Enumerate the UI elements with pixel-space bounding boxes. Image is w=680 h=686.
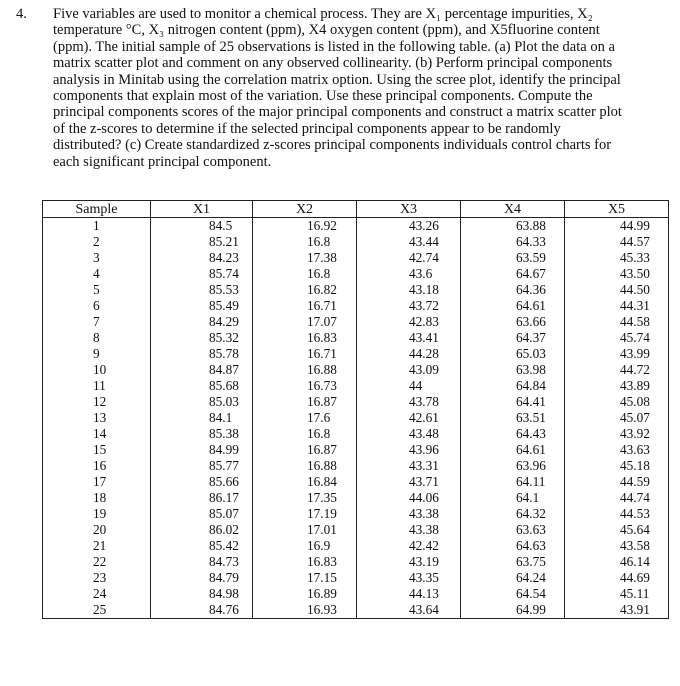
question-line: analysis in Minitab using the correlation matrix option. Using the scree plot, identify the principal bbox=[53, 71, 621, 88]
table-row bbox=[43, 378, 669, 394]
cell-sample: 7 bbox=[43, 314, 151, 330]
cell-x5: 45.33 bbox=[565, 250, 669, 266]
cell-x2: 17.07 bbox=[253, 314, 357, 330]
cell-x5: 43.50 bbox=[565, 266, 669, 282]
cell-x4: 64.33 bbox=[461, 234, 565, 250]
cell-x1: 84.99 bbox=[151, 442, 253, 458]
cell-x5: 44.72 bbox=[565, 362, 669, 378]
cell-sample: 6 bbox=[43, 298, 151, 314]
cell-x1: 85.78 bbox=[151, 346, 253, 362]
table-row bbox=[43, 506, 669, 522]
cell-x3: 44.28 bbox=[357, 346, 461, 362]
table-row bbox=[43, 570, 669, 586]
cell-x5: 45.18 bbox=[565, 458, 669, 474]
cell-x1: 85.38 bbox=[151, 426, 253, 442]
column-header-x3: X3 bbox=[357, 201, 461, 218]
cell-x5: 45.11 bbox=[565, 586, 669, 602]
cell-x3: 44.06 bbox=[357, 490, 461, 506]
table-row bbox=[43, 282, 669, 298]
cell-x4: 64.54 bbox=[461, 586, 565, 602]
cell-x5: 43.99 bbox=[565, 346, 669, 362]
cell-sample: 5 bbox=[43, 282, 151, 298]
question-line: distributed? (c) Create standardized z-scores principal components individuals control charts for bbox=[53, 137, 612, 154]
cell-x5: 43.92 bbox=[565, 426, 669, 442]
table-row bbox=[43, 394, 669, 410]
cell-x4: 63.98 bbox=[461, 362, 565, 378]
table-row bbox=[43, 362, 669, 378]
cell-sample: 20 bbox=[43, 522, 151, 538]
question-line: principal components scores of the major principal components and construct a matrix scatter plot bbox=[53, 104, 622, 121]
cell-sample: 14 bbox=[43, 426, 151, 442]
question-line: temperature °C, X₃ nitrogen content (ppm), X4 oxygen content (ppm), and X5fluorine content bbox=[53, 22, 600, 39]
cell-x5: 44.57 bbox=[565, 234, 669, 250]
table-row bbox=[43, 234, 669, 250]
cell-x3: 43.78 bbox=[357, 394, 461, 410]
table-body bbox=[43, 218, 669, 619]
cell-x1: 85.66 bbox=[151, 474, 253, 490]
cell-x4: 64.84 bbox=[461, 378, 565, 394]
cell-x3: 43.64 bbox=[357, 602, 461, 619]
cell-x5: 43.58 bbox=[565, 538, 669, 554]
cell-sample: 16 bbox=[43, 458, 151, 474]
cell-x5: 44.99 bbox=[565, 218, 669, 235]
cell-x3: 43.38 bbox=[357, 522, 461, 538]
cell-x3: 43.72 bbox=[357, 298, 461, 314]
cell-x2: 17.6 bbox=[253, 410, 357, 426]
cell-x2: 17.19 bbox=[253, 506, 357, 522]
cell-x1: 85.53 bbox=[151, 282, 253, 298]
cell-x4: 63.96 bbox=[461, 458, 565, 474]
cell-x1: 85.49 bbox=[151, 298, 253, 314]
question-line: components that explain most of the variation. Use these principal components. Compute the bbox=[53, 88, 593, 105]
question-text bbox=[53, 6, 675, 170]
cell-x2: 16.71 bbox=[253, 298, 357, 314]
cell-x3: 43.35 bbox=[357, 570, 461, 586]
cell-x2: 16.82 bbox=[253, 282, 357, 298]
table-header-row bbox=[43, 201, 669, 218]
cell-x2: 17.38 bbox=[253, 250, 357, 266]
cell-x4: 64.36 bbox=[461, 282, 565, 298]
cell-x4: 63.75 bbox=[461, 554, 565, 570]
column-header-sample: Sample bbox=[43, 201, 151, 218]
table-row bbox=[43, 298, 669, 314]
cell-x3: 43.48 bbox=[357, 426, 461, 442]
cell-x2: 17.15 bbox=[253, 570, 357, 586]
cell-x3: 43.09 bbox=[357, 362, 461, 378]
cell-x1: 84.73 bbox=[151, 554, 253, 570]
cell-x4: 63.51 bbox=[461, 410, 565, 426]
table-row bbox=[43, 442, 669, 458]
cell-sample: 2 bbox=[43, 234, 151, 250]
cell-x4: 65.03 bbox=[461, 346, 565, 362]
cell-x5: 46.14 bbox=[565, 554, 669, 570]
cell-sample: 21 bbox=[43, 538, 151, 554]
table-row bbox=[43, 410, 669, 426]
question-line: of the z-scores to determine if the selected principal components appear to be randomly bbox=[53, 120, 561, 137]
cell-x1: 86.17 bbox=[151, 490, 253, 506]
cell-x2: 16.88 bbox=[253, 458, 357, 474]
cell-x2: 16.84 bbox=[253, 474, 357, 490]
cell-x5: 44.74 bbox=[565, 490, 669, 506]
cell-x1: 84.29 bbox=[151, 314, 253, 330]
table-row bbox=[43, 458, 669, 474]
cell-x2: 16.87 bbox=[253, 442, 357, 458]
cell-x4: 63.66 bbox=[461, 314, 565, 330]
cell-x5: 44.69 bbox=[565, 570, 669, 586]
cell-sample: 17 bbox=[43, 474, 151, 490]
cell-x1: 85.42 bbox=[151, 538, 253, 554]
cell-x4: 64.43 bbox=[461, 426, 565, 442]
cell-x4: 64.1 bbox=[461, 490, 565, 506]
cell-x3: 43.18 bbox=[357, 282, 461, 298]
cell-x1: 84.98 bbox=[151, 586, 253, 602]
cell-x1: 86.02 bbox=[151, 522, 253, 538]
cell-x4: 64.37 bbox=[461, 330, 565, 346]
cell-x5: 44.53 bbox=[565, 506, 669, 522]
cell-x4: 63.59 bbox=[461, 250, 565, 266]
table-row bbox=[43, 218, 669, 235]
cell-x5: 45.74 bbox=[565, 330, 669, 346]
cell-x3: 43.41 bbox=[357, 330, 461, 346]
cell-sample: 25 bbox=[43, 602, 151, 619]
cell-x3: 44 bbox=[357, 378, 461, 394]
cell-x4: 64.32 bbox=[461, 506, 565, 522]
cell-sample: 13 bbox=[43, 410, 151, 426]
cell-x3: 42.42 bbox=[357, 538, 461, 554]
cell-x2: 16.88 bbox=[253, 362, 357, 378]
cell-x2: 17.01 bbox=[253, 522, 357, 538]
cell-x1: 84.5 bbox=[151, 218, 253, 235]
cell-x2: 16.89 bbox=[253, 586, 357, 602]
cell-x3: 43.38 bbox=[357, 506, 461, 522]
cell-x1: 85.03 bbox=[151, 394, 253, 410]
cell-x2: 17.35 bbox=[253, 490, 357, 506]
cell-sample: 18 bbox=[43, 490, 151, 506]
cell-x4: 64.63 bbox=[461, 538, 565, 554]
table-row bbox=[43, 250, 669, 266]
question-line: each significant principal component. bbox=[53, 153, 272, 170]
cell-x2: 16.8 bbox=[253, 266, 357, 282]
table-row bbox=[43, 522, 669, 538]
cell-x2: 16.83 bbox=[253, 554, 357, 570]
table-row bbox=[43, 266, 669, 282]
table-row bbox=[43, 346, 669, 362]
cell-sample: 24 bbox=[43, 586, 151, 602]
cell-x4: 63.63 bbox=[461, 522, 565, 538]
cell-x3: 43.6 bbox=[357, 266, 461, 282]
cell-x5: 45.08 bbox=[565, 394, 669, 410]
cell-x5: 44.50 bbox=[565, 282, 669, 298]
cell-x1: 85.07 bbox=[151, 506, 253, 522]
cell-x1: 85.74 bbox=[151, 266, 253, 282]
cell-x2: 16.73 bbox=[253, 378, 357, 394]
cell-x5: 44.59 bbox=[565, 474, 669, 490]
cell-x3: 43.26 bbox=[357, 218, 461, 235]
cell-x1: 84.79 bbox=[151, 570, 253, 586]
cell-x1: 84.23 bbox=[151, 250, 253, 266]
cell-x5: 45.07 bbox=[565, 410, 669, 426]
cell-x1: 85.68 bbox=[151, 378, 253, 394]
cell-sample: 3 bbox=[43, 250, 151, 266]
cell-x4: 63.88 bbox=[461, 218, 565, 235]
cell-x2: 16.87 bbox=[253, 394, 357, 410]
cell-x4: 64.41 bbox=[461, 394, 565, 410]
column-header-x2: X2 bbox=[253, 201, 357, 218]
table-row bbox=[43, 490, 669, 506]
cell-x3: 44.13 bbox=[357, 586, 461, 602]
cell-sample: 22 bbox=[43, 554, 151, 570]
table-row bbox=[43, 538, 669, 554]
cell-x5: 43.89 bbox=[565, 378, 669, 394]
cell-sample: 10 bbox=[43, 362, 151, 378]
cell-x3: 43.31 bbox=[357, 458, 461, 474]
cell-x3: 43.44 bbox=[357, 234, 461, 250]
column-header-x4: X4 bbox=[461, 201, 565, 218]
cell-x1: 84.76 bbox=[151, 602, 253, 619]
cell-x5: 43.63 bbox=[565, 442, 669, 458]
cell-x3: 43.71 bbox=[357, 474, 461, 490]
cell-x2: 16.93 bbox=[253, 602, 357, 619]
cell-x1: 84.87 bbox=[151, 362, 253, 378]
cell-x3: 42.61 bbox=[357, 410, 461, 426]
table-row bbox=[43, 314, 669, 330]
cell-x1: 84.1 bbox=[151, 410, 253, 426]
cell-x1: 85.32 bbox=[151, 330, 253, 346]
cell-x4: 64.67 bbox=[461, 266, 565, 282]
cell-x3: 43.96 bbox=[357, 442, 461, 458]
cell-x2: 16.8 bbox=[253, 234, 357, 250]
table-row bbox=[43, 474, 669, 490]
cell-x5: 44.31 bbox=[565, 298, 669, 314]
question-line: Five variables are used to monitor a chemical process. They are X₁ percentage impurities, X₂ bbox=[53, 6, 593, 22]
table-row bbox=[43, 554, 669, 570]
table-row bbox=[43, 330, 669, 346]
question-line: (ppm). The initial sample of 25 observations is listed in the following table. (a) Plot the data on a bbox=[53, 38, 615, 55]
cell-x3: 42.74 bbox=[357, 250, 461, 266]
cell-sample: 8 bbox=[43, 330, 151, 346]
cell-x2: 16.71 bbox=[253, 346, 357, 362]
question-number: 4. bbox=[16, 6, 27, 22]
cell-x5: 45.64 bbox=[565, 522, 669, 538]
column-header-x5: X5 bbox=[565, 201, 669, 218]
cell-x5: 44.58 bbox=[565, 314, 669, 330]
cell-x2: 16.92 bbox=[253, 218, 357, 235]
cell-x4: 64.61 bbox=[461, 298, 565, 314]
cell-x4: 64.61 bbox=[461, 442, 565, 458]
question-line: matrix scatter plot and comment on any observed collinearity. (b) Perform principal components bbox=[53, 55, 613, 72]
cell-sample: 19 bbox=[43, 506, 151, 522]
cell-sample: 12 bbox=[43, 394, 151, 410]
cell-x3: 42.83 bbox=[357, 314, 461, 330]
cell-x4: 64.99 bbox=[461, 602, 565, 619]
cell-x1: 85.77 bbox=[151, 458, 253, 474]
cell-sample: 15 bbox=[43, 442, 151, 458]
cell-sample: 9 bbox=[43, 346, 151, 362]
cell-x4: 64.11 bbox=[461, 474, 565, 490]
table-row bbox=[43, 426, 669, 442]
observations-table bbox=[42, 200, 669, 619]
cell-x4: 64.24 bbox=[461, 570, 565, 586]
cell-sample: 23 bbox=[43, 570, 151, 586]
cell-x2: 16.9 bbox=[253, 538, 357, 554]
cell-x5: 43.91 bbox=[565, 602, 669, 619]
cell-sample: 4 bbox=[43, 266, 151, 282]
cell-sample: 11 bbox=[43, 378, 151, 394]
cell-x1: 85.21 bbox=[151, 234, 253, 250]
table-row bbox=[43, 586, 669, 602]
cell-x3: 43.19 bbox=[357, 554, 461, 570]
table-row bbox=[43, 602, 669, 619]
cell-sample: 1 bbox=[43, 218, 151, 235]
cell-x2: 16.83 bbox=[253, 330, 357, 346]
column-header-x1: X1 bbox=[151, 201, 253, 218]
cell-x2: 16.8 bbox=[253, 426, 357, 442]
